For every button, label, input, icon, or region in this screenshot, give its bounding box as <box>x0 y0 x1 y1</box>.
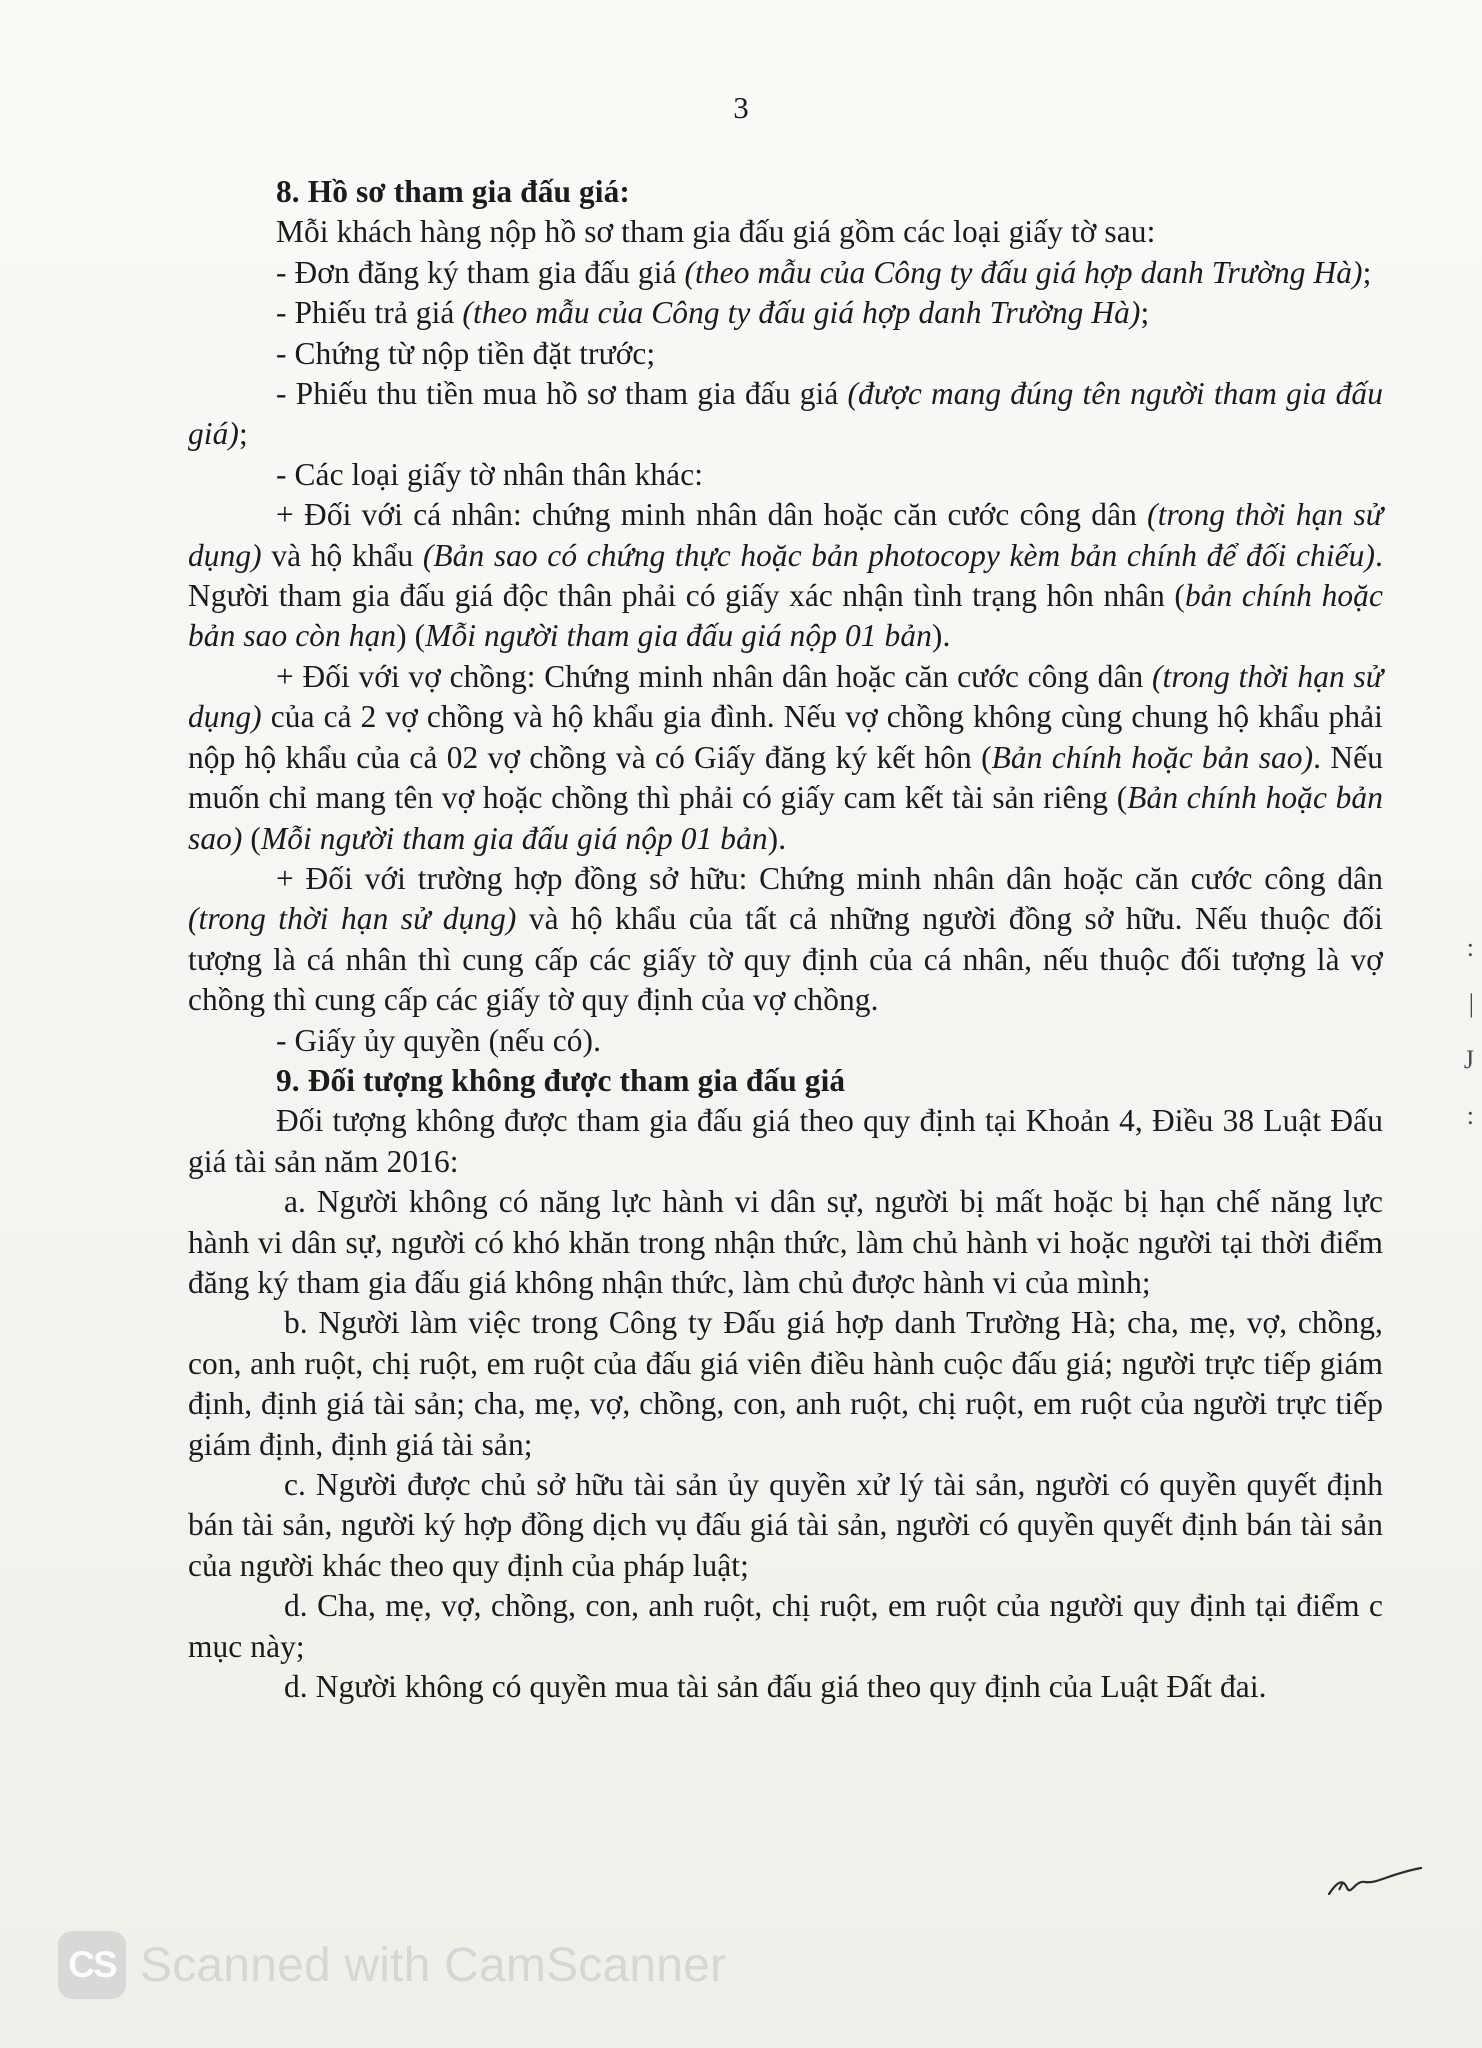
page-edge-marks <box>1434 920 1474 1240</box>
italic-part: bản chính hoặc bản sao còn hạn <box>188 578 1383 654</box>
item-text: - Phiếu trả giá <box>276 295 463 331</box>
section-9-item-a: a. Người không có năng lực hành vi dân sự, người bị mất hoặc bị hạn chế năng lực hành vi dân sự, người có khó khăn trong nhận thức, làm chủ hành vi hoặc người tại thời điểm đăng ký tham gia đấu giá không nhận thức, làm chủ được hành vi của mình; <box>188 1184 1383 1300</box>
text-part: và hộ khẩu của tất cả những người đồng sở hữu. Nếu thuộc đối tượng là cá nhân thì cung cấp các giấy tờ quy định của cá nhân, nếu thuộc đối tượng là vợ chồng thì cung cấp các giấy tờ quy định của vợ chồng. <box>188 901 1383 1018</box>
watermark-text: Scanned with CamScanner <box>140 1938 727 1992</box>
camscanner-logo-icon: CS <box>58 1931 126 1999</box>
section-8-item-bid-form <box>188 293 1383 333</box>
section-9-heading: 9. Đối tượng không được tham gia đấu giá <box>276 1062 846 1098</box>
section-8-item-deposit: - Chứng từ nộp tiền đặt trước; <box>276 335 656 371</box>
italic-part: Bản chính hoặc bản sao) <box>991 739 1314 775</box>
item-end: ; <box>1140 295 1150 331</box>
text-part: + Đối với trường hợp đồng sở hữu: Chứng minh nhân dân hoặc căn cước công dân <box>276 860 1383 896</box>
item-note: (theo mẫu của Công ty đấu giá hợp danh Trường Hà) <box>684 254 1363 290</box>
italic-part: Bản chính hoặc bản sao) <box>188 780 1383 856</box>
italic-part: (Bản sao có chứng thực hoặc bản photocopy kèm bản chính để đối chiếu) <box>422 537 1376 573</box>
section-8-item-application <box>188 253 1383 293</box>
text-part: và hộ khẩu <box>261 537 423 573</box>
section-9-item-b: b. Người làm việc trong Công ty Đấu giá hợp danh Trường Hà; cha, mẹ, vợ, chồng, con, anh ruột, chị ruột, em ruột của đấu giá viên điều hành cuộc đấu giá; người trực tiếp giám định, định giá tài sản; cha, mẹ, vợ, chồng, con, anh ruột, chị ruột, em ruột của người trực tiếp giám định, định giá tài sản; <box>188 1305 1383 1462</box>
item-text: - Phiếu thu tiền mua hồ sơ tham gia đấu giá <box>276 376 848 412</box>
edge-mark: J <box>1463 1045 1474 1074</box>
item-note: (theo mẫu của Công ty đấu giá hợp danh Trường Hà) <box>462 295 1141 331</box>
section-8-couple <box>188 657 1383 859</box>
edge-mark: : <box>1466 1101 1474 1130</box>
section-8-item-receipt <box>188 374 1383 455</box>
section-8-intro: Mỗi khách hàng nộp hồ sơ tham gia đấu giá gồm các loại giấy tờ sau: <box>276 214 1156 250</box>
italic-part: Mỗi người tham gia đấu giá nộp 01 bản <box>425 618 932 654</box>
section-9-intro: Đối tượng không được tham gia đấu giá theo quy định tại Khoản 4, Điều 38 Luật Đấu giá tài sản năm 2016: <box>188 1103 1383 1179</box>
item-end: ; <box>238 416 248 452</box>
italic-part: Mỗi người tham gia đấu giá nộp 01 bản <box>260 820 768 856</box>
section-8-heading: 8. Hồ sơ tham gia đấu giá: <box>276 174 630 209</box>
text-part: của cả 2 vợ chồng và hộ khẩu gia đình. Nếu vợ chồng không cùng chung hộ khẩu phải nộp hộ khẩu của cả 02 vợ chồng và có Giấy đăng ký kết hôn ( <box>188 699 1383 775</box>
text-part: ( <box>242 820 261 856</box>
italic-part: (trong thời hạn sử dụng) <box>188 901 517 937</box>
item-note: (được mang đúng tên người tham gia đấu giá) <box>188 376 1383 452</box>
section-8-individual <box>188 495 1383 657</box>
section-9-item-e: d. Người không có quyền mua tài sản đấu giá theo quy định của Luật Đất đai. <box>284 1669 1267 1705</box>
camscanner-watermark <box>58 1930 726 2000</box>
signature-scribble <box>1325 1860 1425 1900</box>
item-text: - Đơn đăng ký tham gia đấu giá <box>276 254 685 290</box>
page-number: 3 <box>733 90 749 125</box>
text-part: ). <box>767 820 787 856</box>
section-8-item-identity: - Các loại giấy tờ nhân thân khác: <box>276 456 704 492</box>
text-part: + Đối với vợ chồng: Chứng minh nhân dân hoặc căn cước công dân <box>276 658 1152 694</box>
section-8-co-ownership <box>188 859 1383 1021</box>
text-part: . Người tham gia đấu giá độc thân phải có giấy xác nhận tình trạng hôn nhân ( <box>188 537 1383 614</box>
text-part: ). <box>931 618 951 654</box>
text-part: ) ( <box>396 618 426 654</box>
italic-part: (trong thời hạn sử dụng) <box>188 658 1383 735</box>
text-part: + Đối với cá nhân: chứng minh nhân dân hoặc căn cước công dân <box>276 497 1148 533</box>
edge-mark: | <box>1468 989 1474 1018</box>
text-part: . Nếu muốn chỉ mang tên vợ hoặc chồng thì phải có giấy cam kết tài sản riêng ( <box>188 739 1383 816</box>
italic-part: (trong thời hạn sử dụng) <box>188 497 1383 573</box>
section-8-proxy: - Giấy ủy quyền (nếu có). <box>276 1022 602 1058</box>
item-end: ; <box>1362 254 1372 290</box>
document-body <box>188 172 1383 1707</box>
section-9-item-c: c. Người được chủ sở hữu tài sản ủy quyền xử lý tài sản, người có quyền quyết định bán tài sản, người ký hợp đồng dịch vụ đấu giá tài sản, người có quyền quyết định bán tài sản của người khác theo quy định của pháp luật; <box>188 1467 1383 1583</box>
edge-mark: : <box>1466 933 1474 962</box>
section-9-item-d: d. Cha, mẹ, vợ, chồng, con, anh ruột, chị ruột, em ruột của người quy định tại điểm c mục này; <box>188 1588 1383 1664</box>
